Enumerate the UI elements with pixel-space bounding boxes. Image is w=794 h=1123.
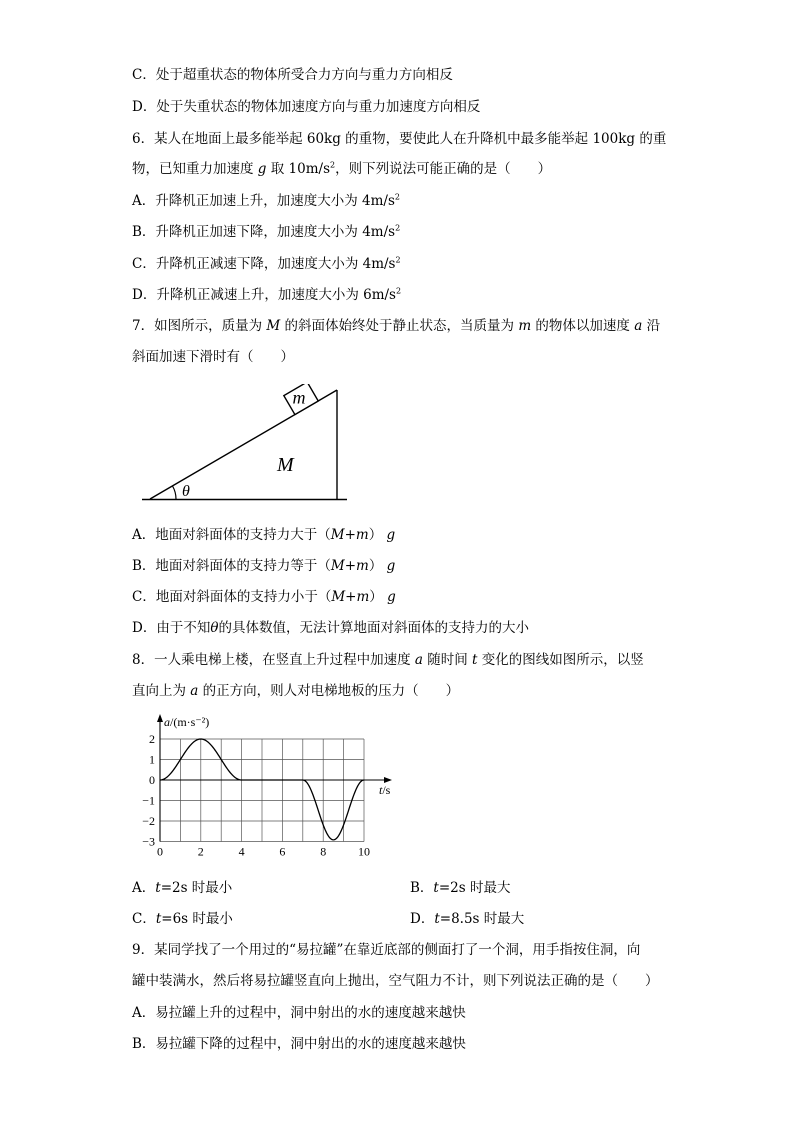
acceleration-time-chart xyxy=(128,712,400,862)
q6-stem-line2: 物，已知重力加速度 g 取 $10m/s^2$，则下列说法可能正确的是（ ） xyxy=(132,160,552,177)
incline-figure xyxy=(140,384,352,508)
q7-option-c: C．地面对斜面体的支持力小于（M+m） g xyxy=(132,589,396,605)
q7-option-a: A．地面对斜面体的支持力大于（M+m） g xyxy=(132,527,396,543)
x-axis-label: t/s xyxy=(379,783,391,797)
chart-grid xyxy=(160,739,364,842)
q8-option-c: C．t=6s 时最小 xyxy=(132,911,233,927)
x-tick-label: 6 xyxy=(279,844,286,859)
y-axis-label: a/(m·s⁻²) xyxy=(164,715,210,729)
y-axis-arrow xyxy=(157,714,163,722)
q7-stem-line1: 7．如图所示，质量为 M 的斜面体始终处于静止状态，当质量为 m 的物体以加速度 a 沿 xyxy=(132,318,661,334)
q6-stem-line1: 6．某人在地面上最多能举起 60kg 的重物，要使此人在升降机中最多能举起 100kg 的重 xyxy=(132,131,667,147)
y-tick-label: 1 xyxy=(149,752,155,767)
chart-axes xyxy=(157,714,392,842)
q8-stem-line2: 直向上为 a 的正方向，则人对电梯地板的压力（ ） xyxy=(132,683,460,699)
x-tick-label: 10 xyxy=(358,844,370,859)
x-tick-label: 8 xyxy=(320,844,327,859)
q7-stem-line2: 斜面加速下滑时有（ ） xyxy=(132,349,294,365)
y-tick-label: 0 xyxy=(149,773,155,787)
q8-option-d: D．t=8.5s 时最大 xyxy=(410,911,525,927)
q8-option-a: A．t=2s 时最小 xyxy=(132,880,233,896)
y-tick-label: −1 xyxy=(142,793,155,808)
theta-label: θ xyxy=(182,483,190,500)
q9-stem-line1: 9．某同学找了一个用过的“易拉罐”在靠近底部的侧面打了一个洞，用手指按住洞，向 xyxy=(132,942,641,958)
q8-stem-line1: 8．一人乘电梯上楼，在竖直上升过程中加速度 a 随时间 t 变化的图线如图所示，以竖 xyxy=(132,652,644,668)
big-mass-label: M xyxy=(277,454,294,476)
q6-option-c: C．升降机正减速下降，加速度大小为 $4m/s^2$ xyxy=(132,255,401,272)
x-tick-label: 2 xyxy=(197,844,204,859)
q6-option-b: B．升降机正加速下降，加速度大小为 $4m/s^2$ xyxy=(132,223,401,240)
q5-option-d: D．处于失重状态的物体加速度方向与重力加速度方向相反 xyxy=(132,99,481,115)
q5-option-c: C．处于超重状态的物体所受合力方向与重力方向相反 xyxy=(132,67,453,83)
q8-option-b: B．t=2s 时最大 xyxy=(410,880,511,896)
q7-option-d: D．由于不知θ的具体数值，无法计算地面对斜面体的支持力的大小 xyxy=(132,620,529,636)
q9-stem-line2: 罐中装满水，然后将易拉罐竖直向上抛出，空气阻力不计，则下列说法正确的是（ ） xyxy=(132,973,659,989)
y-tick-label: −2 xyxy=(142,814,155,828)
x-tick-label: 0 xyxy=(157,844,163,859)
q6-option-d: D．升降机正减速上升，加速度大小为 $6m/s^2$ xyxy=(132,286,402,303)
x-tick-label: 4 xyxy=(238,844,245,859)
q9-option-b: B．易拉罐下降的过程中，洞中射出的水的速度越来越快 xyxy=(132,1036,466,1052)
q9-option-a: A．易拉罐上升的过程中，洞中射出的水的速度越来越快 xyxy=(132,1005,466,1021)
q6-option-a: A．升降机正加速上升，加速度大小为 $4m/s^2$ xyxy=(132,192,401,209)
small-mass-label: m xyxy=(292,387,306,408)
small-block xyxy=(282,384,318,415)
y-tick-label: 2 xyxy=(149,732,155,746)
y-tick-label: −3 xyxy=(142,834,155,849)
q7-option-b: B．地面对斜面体的支持力等于（M+m） g xyxy=(132,558,396,574)
theta-arc xyxy=(173,486,177,499)
